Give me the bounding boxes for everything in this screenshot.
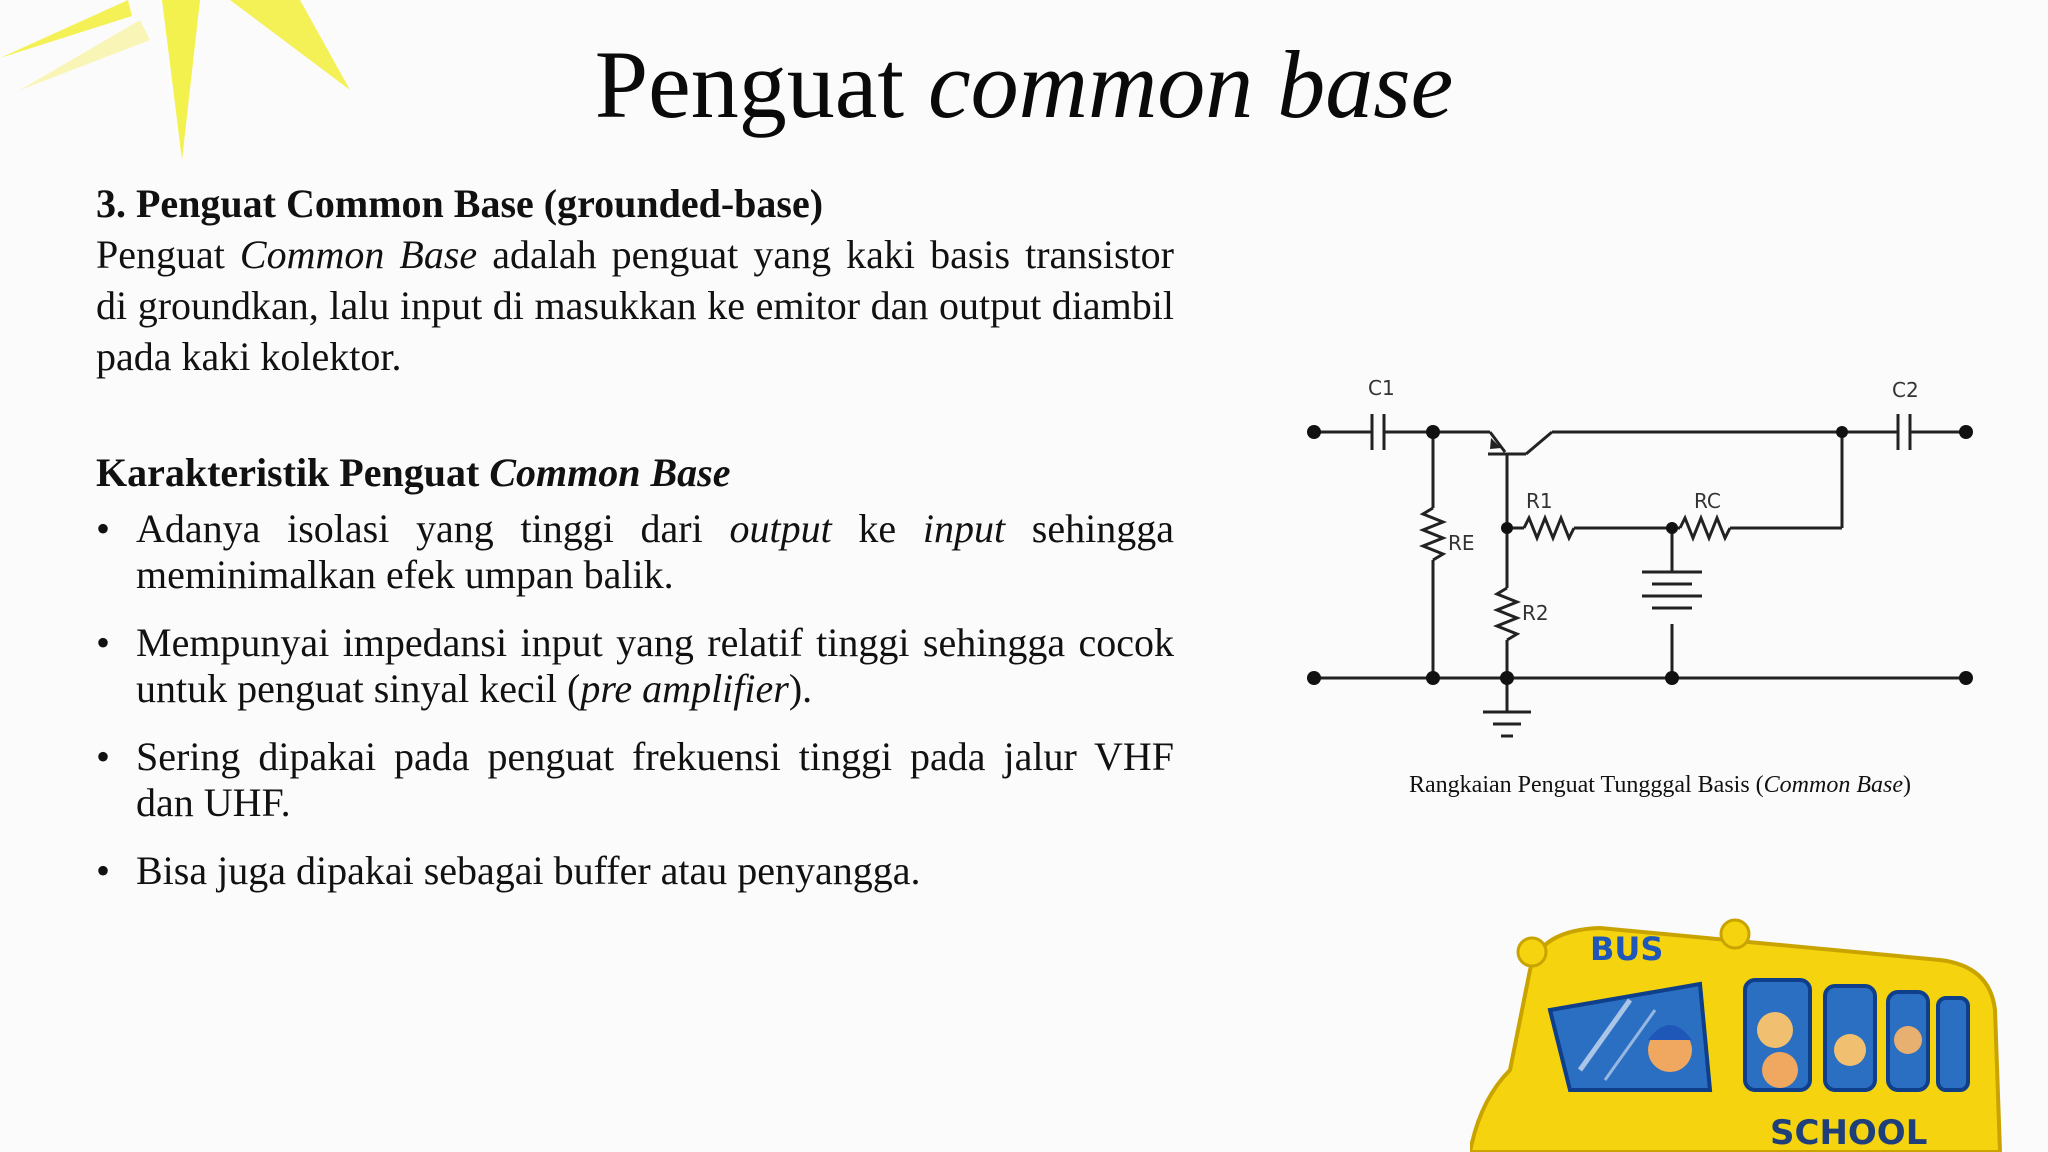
list-item: • Sering dipakai pada penguat frekuensi tinggi pada jalur VHF dan UHF. [96,734,1174,825]
bullet-icon: • [96,620,111,665]
bus-label: BUS [1590,930,1664,968]
list-item: • Adanya isolasi yang tinggi dari output ke input sehingga meminimalkan efek umpan balik. [96,506,1174,597]
intro-paragraph: Penguat Common Base adalah penguat yang kaki basis transistor di groundkan, lalu input di masukkan ke emitor dan output diambil pada kaki kolektor. [96,232,1174,379]
label-r1: R1 [1526,489,1553,513]
label-c2: C2 [1892,378,1919,402]
bullet-icon: • [96,506,111,551]
characteristics-heading: Karakteristik Penguat Common Base [96,450,731,495]
label-c1: C1 [1368,376,1395,400]
common-base-circuit-diagram [1300,368,2020,748]
label-rc: RC [1694,489,1721,513]
list-item: • Mempunyai impedansi input yang relatif tinggi sehingga cocok untuk penguat sinyal kecil (pre amplifier). [96,620,1174,711]
list-item: • Bisa juga dipakai sebagai buffer atau penyangga. [96,848,921,893]
school-label: SCHOOL [1770,1113,1928,1152]
label-r2: R2 [1522,601,1549,625]
characteristics-list [96,506,1174,894]
school-bus-illustration [1470,900,2030,1152]
bullet-icon: • [96,734,111,779]
label-re: RE [1448,531,1475,555]
circuit-caption: Rangkaian Penguat Tungggal Basis (Common Base) [1409,772,1911,798]
section-heading: 3. Penguat Common Base (grounded-base) [96,181,824,226]
slide-body [96,178,1174,916]
bullet-icon: • [96,848,111,893]
slide-title: Penguat common base [594,31,1454,138]
